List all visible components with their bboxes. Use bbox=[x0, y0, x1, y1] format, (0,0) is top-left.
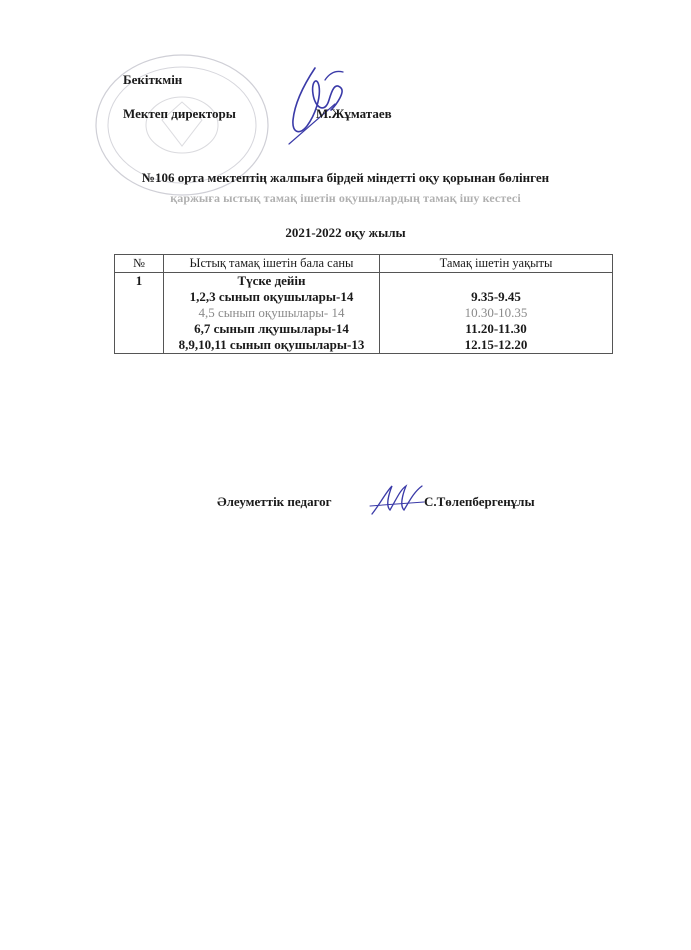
row-number: 1 bbox=[135, 273, 143, 288]
time-item: 12.15-12.20 bbox=[464, 337, 528, 352]
group-item: 8,9,10,11 сынып оқушылары-13 bbox=[178, 337, 365, 352]
group-item: 6,7 сынып лқушылары-14 bbox=[194, 321, 349, 336]
time-item: 9.35-9.45 bbox=[471, 289, 521, 304]
header-student-count: Ыстық тамақ ішетін бала саны bbox=[164, 255, 380, 273]
table-header-row bbox=[115, 255, 613, 273]
row-number-cell bbox=[115, 273, 164, 354]
group-item: 4,5 сынып оқушылары- 14 bbox=[198, 305, 345, 320]
table-row bbox=[115, 273, 613, 354]
time-spacer bbox=[380, 273, 612, 289]
social-pedagogue-label: Әлеуметтік педагог bbox=[217, 494, 332, 509]
director-label: Мектеп директоры bbox=[123, 106, 236, 121]
group-item: 1,2,3 сынып оқушылары-14 bbox=[189, 289, 354, 304]
document-subtitle: қаржыға ыстық тамақ ішетін оқушылардың тамақ ішу кестесі bbox=[170, 191, 521, 205]
time-cell bbox=[380, 273, 613, 354]
social-pedagogue-name: С.Төлепбергенұлы bbox=[424, 494, 535, 509]
social-pedagogue-signature bbox=[368, 480, 428, 520]
time-item: 11.20-11.30 bbox=[465, 321, 527, 336]
director-signature bbox=[285, 60, 355, 150]
approval-title: Бекіткмін bbox=[123, 72, 183, 87]
academic-year: 2021-2022 оқу жылы bbox=[285, 225, 406, 240]
header-meal-time: Тамақ ішетін уақыты bbox=[380, 255, 613, 273]
director-name: М.Жұматаев bbox=[316, 106, 392, 121]
document-title: №106 орта мектептің жалпыға бірдей міндетті оқу қорынан бөлінген bbox=[141, 170, 550, 185]
section-label: Түске дейін bbox=[237, 273, 306, 288]
group-cell bbox=[164, 273, 380, 354]
meal-schedule-table bbox=[114, 254, 613, 354]
time-item: 10.30-10.35 bbox=[464, 305, 528, 320]
header-number: № bbox=[115, 255, 164, 273]
